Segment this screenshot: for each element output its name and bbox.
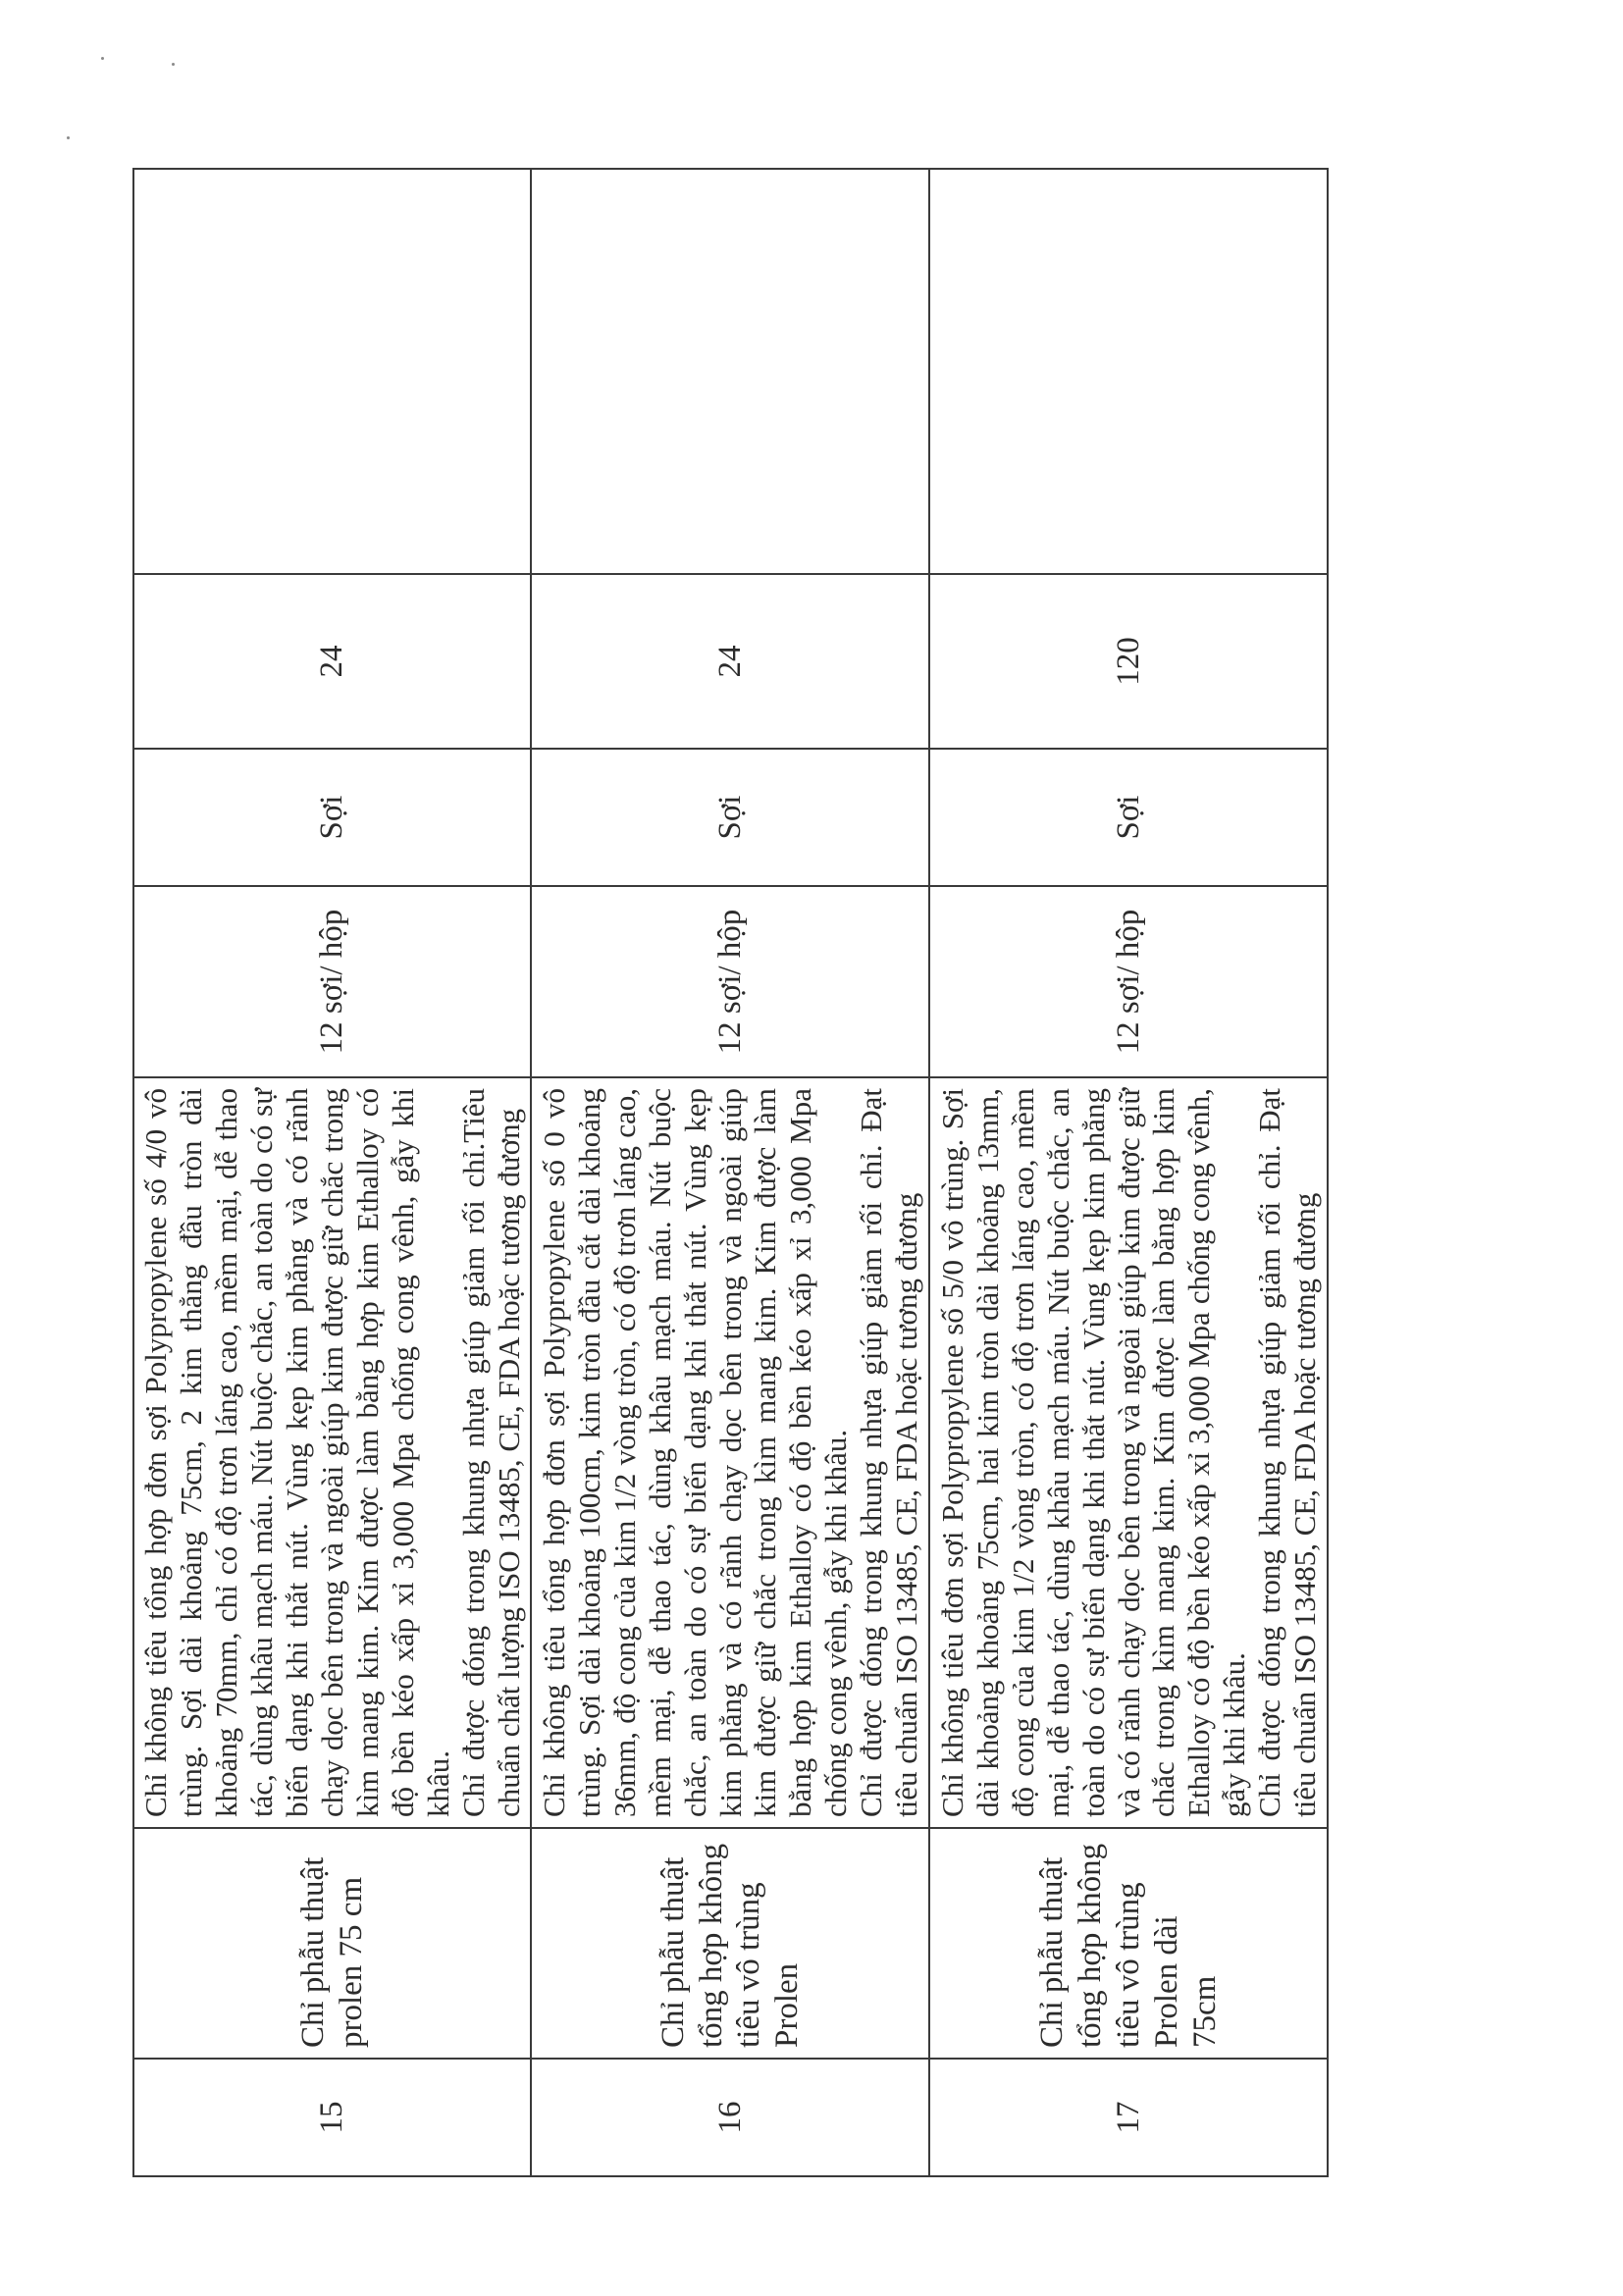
rotated-page-content	[132, 170, 1323, 2177]
note-cell	[133, 169, 531, 574]
packing-cell: 12 sợi/ hộp	[133, 886, 531, 1077]
row-number-cell: 17	[929, 2059, 1328, 2176]
unit-cell: Sợi	[531, 749, 929, 886]
packing-cell: 12 sợi/ hộp	[531, 886, 929, 1077]
suture-spec-table	[132, 168, 1329, 2177]
table-row	[531, 169, 929, 2176]
description-paragraph: Chỉ được đóng trong khung nhựa giúp giảm rối chỉ.Tiêu chuẩn chất lượng ISO 13485, CE, FDA hoặc tương đương	[455, 1088, 526, 1817]
description-cell	[929, 1077, 1328, 1828]
packing-cell: 12 sợi/ hộp	[929, 886, 1328, 1077]
note-cell	[929, 169, 1328, 574]
product-name-cell: Chỉ phẫu thuật tổng hợp không tiêu vô trùng Prolen	[531, 1828, 929, 2059]
row-number-cell: 15	[133, 2059, 531, 2176]
quantity-cell: 24	[531, 574, 929, 749]
unit-cell: Sợi	[929, 749, 1328, 886]
description-paragraph: Chỉ được đóng trong khung nhựa giúp giảm rối chỉ. Đạt tiêu chuẩn ISO 13485, CE, FDA hoặc tương đương	[1252, 1088, 1323, 1817]
description-cell	[531, 1077, 929, 1828]
description-paragraph: Chỉ không tiêu đơn sợi Polypropylene số 5/0 vô trùng. Sợi dài khoảng khoảng 75cm, hai kim tròn dài khoảng 13mm, độ cong của kim 1/2 vòng tròn, có độ trơn láng cao, mềm mại, dễ thao tác, dùng khâu mạch máu. Nút buộc chắc, an toàn do có sự biến dạng khi thắt nút. Vùng kẹp kim phẳng và có rãnh chạy dọc bên trong và ngoài giúp kim được giữ chắc trong kìm mang kim. Kim được làm bằng hợp kim Ethalloy có độ bền kéo xấp xỉ 3,000 Mpa chống cong vênh, gẫy khi khâu.	[934, 1088, 1252, 1817]
table-row	[133, 169, 531, 2176]
table-row	[929, 169, 1328, 2176]
product-name-cell: Chỉ phẫu thuật tổng hợp không tiêu vô trùng Prolen dài 75cm	[929, 1828, 1328, 2059]
scan-speck	[172, 63, 175, 66]
scan-speck	[67, 136, 70, 139]
row-number-cell: 16	[531, 2059, 929, 2176]
description-cell	[133, 1077, 531, 1828]
scan-speck	[101, 57, 104, 60]
note-cell	[531, 169, 929, 574]
description-paragraph: Chỉ được đóng trong khung nhựa giúp giảm rối chỉ. Đạt tiêu chuẩn ISO 13485, CE, FDA hoặc tương đương	[854, 1088, 924, 1817]
unit-cell: Sợi	[133, 749, 531, 886]
quantity-cell: 120	[929, 574, 1328, 749]
quantity-cell: 24	[133, 574, 531, 749]
description-paragraph: Chỉ không tiêu tổng hợp đơn sợi Polypropylene số 4/0 vô trùng. Sợi dài khoảng 75cm, 2 kim thẳng đầu tròn dài khoảng 70mm, chỉ có độ trơn láng cao, mềm mại, dễ thao tác, dùng khâu mạch máu. Nút buộc chắc, an toàn do có sự biến dạng khi thắt nút. Vùng kẹp kim phẳng và có rãnh chạy dọc bên trong và ngoài giúp kim được giữ chắc trong kìm mang kim. Kim được làm bằng hợp kim Ethalloy có độ bền kéo xấp xỉ 3,000 Mpa chống cong vênh, gẫy khi khâu.	[138, 1088, 455, 1817]
description-paragraph: Chỉ không tiêu tổng hợp đơn sợi Polypropylene số 0 vô trùng. Sợi dài khoảng 100cm, kim tròn đầu cắt dài khoảng 36mm, độ cong của kim 1/2 vòng tròn, có độ trơn láng cao, mềm mại, dễ thao tác, dùng khâu mạch máu. Nút buộc chắc, an toàn do có sự biến dạng khi thắt nút. Vùng kẹp kim phẳng và có rãnh chạy dọc bên trong và ngoài giúp kim được giữ chắc trong kìm mang kim. Kim được làm bằng hợp kim Ethalloy có độ bền kéo xấp xỉ 3,000 Mpa chống cong vênh, gẫy khi khâu.	[536, 1088, 854, 1817]
product-name-cell: Chỉ phẫu thuật prolen 75 cm	[133, 1828, 531, 2059]
